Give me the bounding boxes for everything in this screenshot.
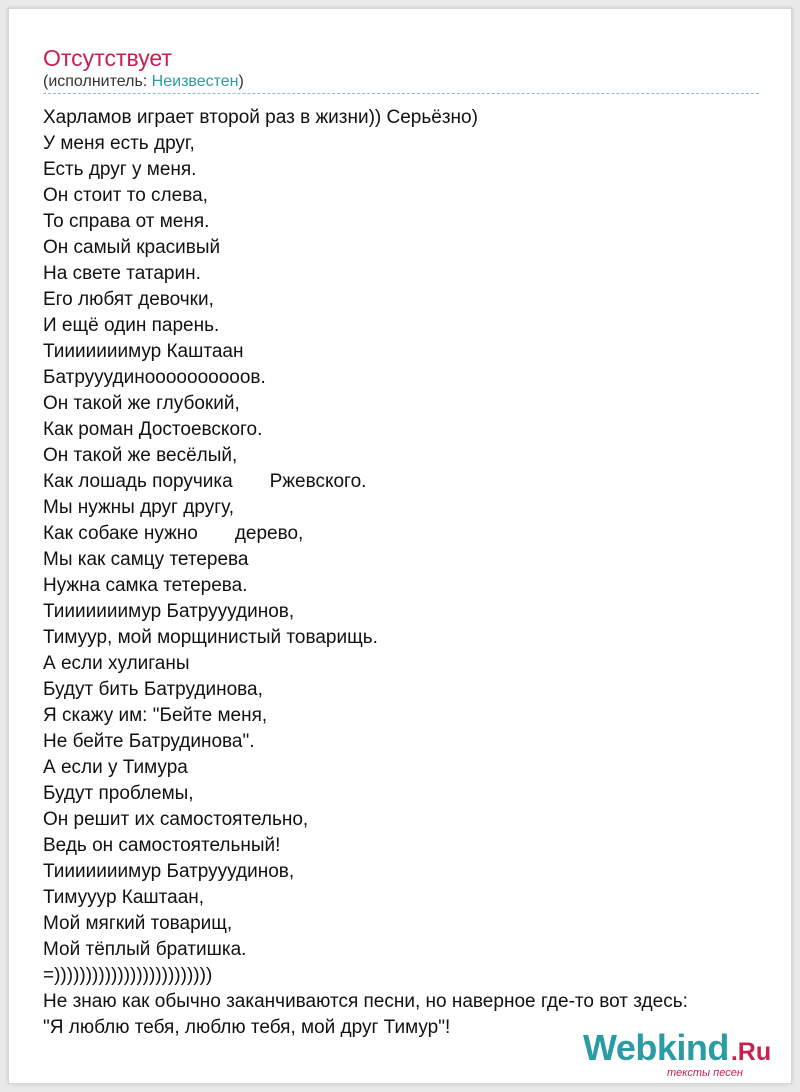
lyrics-card xyxy=(8,8,792,1084)
lyric-line: Будут проблемы, xyxy=(43,783,194,804)
lyric-line: Батрууудиноооооооооов. xyxy=(43,367,266,388)
lyric-line: То справа от меня. xyxy=(43,211,210,232)
logo-tld: .Ru xyxy=(730,1038,772,1066)
site-logo[interactable] xyxy=(583,1027,772,1079)
lyric-line: Мы нужны друг другу, xyxy=(43,497,235,518)
lyric-line: Он такой же глубокий, xyxy=(43,393,240,414)
artist-link[interactable]: Неизвестен xyxy=(151,73,239,90)
lyric-line: Он решит их самостоятельно, xyxy=(43,809,309,830)
lyric-line: Мы как самцу тетерева xyxy=(43,549,249,570)
lyric-line: А если хулиганы xyxy=(43,653,190,674)
lyric-line: =))))))))))))))))))))))))) xyxy=(43,965,213,986)
lyric-line: Он такой же весёлый, xyxy=(43,445,238,466)
lyric-line: Он самый красивый xyxy=(43,237,221,258)
lyric-line: Мой мягкий товарищ, xyxy=(43,913,233,934)
lyric-line: Мой тёплый братишка. xyxy=(43,939,247,960)
lyric-line: И ещё один парень. xyxy=(43,315,220,336)
lyric-line: На свете татарин. xyxy=(43,263,201,284)
lyric-line: Харламов играет второй раз в жизни)) Серьёзно) xyxy=(43,107,478,128)
lyric-line: Я скажу им: "Бейте меня, xyxy=(43,705,268,726)
lyric-line: Тимууур Каштаан, xyxy=(43,887,205,908)
lyric-line: Как собаке нужно дерево, xyxy=(43,523,304,544)
lyric-line: Нужна самка тетерева. xyxy=(43,575,248,596)
lyric-line: Тииииииимур Каштаан xyxy=(43,341,244,362)
lyric-line: Есть друг у меня. xyxy=(43,159,197,180)
lyric-line: У меня есть друг, xyxy=(43,133,195,154)
lyric-line: Будут бить Батрудинова, xyxy=(43,679,263,700)
lyric-line: Тимуур, мой морщинистый товарищь. xyxy=(43,627,378,648)
artist-prefix: (исполнитель: xyxy=(43,73,152,90)
lyric-line: "Я люблю тебя, люблю тебя, мой друг Тимур"! xyxy=(43,1017,451,1038)
lyric-line: Ведь он самостоятельный! xyxy=(43,835,281,856)
artist-suffix: ) xyxy=(238,73,244,90)
lyric-line: Тииииииимур Батрууудинов, xyxy=(43,601,295,622)
artist-line xyxy=(43,73,244,91)
lyric-line: Он стоит то слева, xyxy=(43,185,208,206)
logo-tagline: тексты песен xyxy=(667,1067,743,1079)
lyric-line: Как лошадь поручика Ржевского. xyxy=(43,471,367,492)
lyrics-text xyxy=(43,105,688,1041)
logo-wordmark: Webkind xyxy=(583,1027,729,1068)
lyric-line: Не бейте Батрудинова". xyxy=(43,731,255,752)
lyric-line: Его любят девочки, xyxy=(43,289,214,310)
lyric-line: Тииииииимур Батрууудинов, xyxy=(43,861,295,882)
title-divider xyxy=(43,93,759,94)
lyric-line: А если у Тимура xyxy=(43,757,188,778)
song-title: Отсутствует xyxy=(43,45,172,71)
lyric-line: Не знаю как обычно заканчиваются песни, но наверное где-то вот здесь: xyxy=(43,991,688,1012)
lyric-line: Как роман Достоевского. xyxy=(43,419,263,440)
